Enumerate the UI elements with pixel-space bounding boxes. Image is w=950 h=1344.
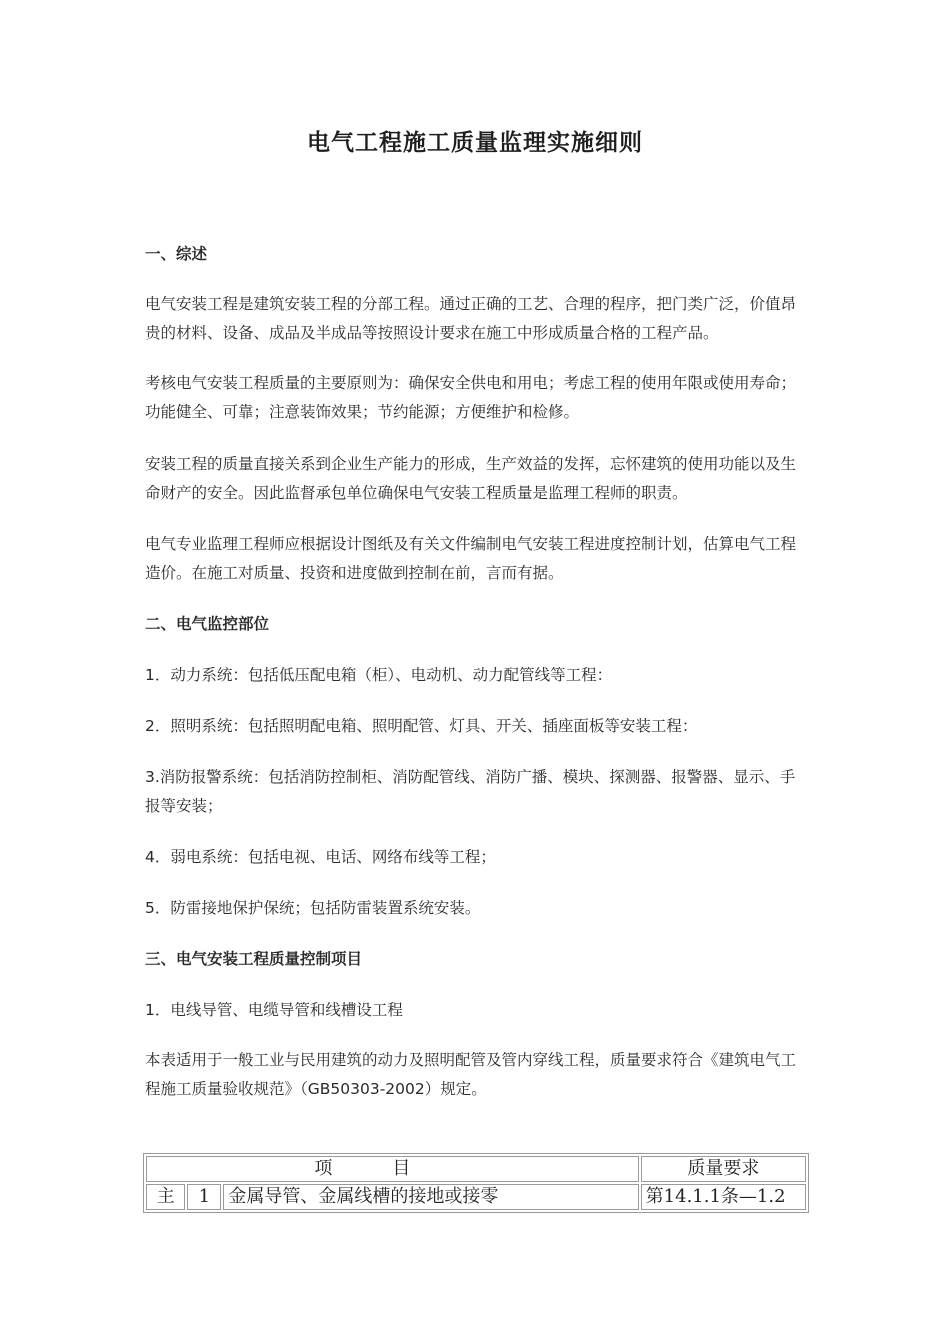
page-title: 电气工程施工质量监理实施细则 bbox=[307, 130, 643, 156]
paragraph: 电气专业监理工程师应根据设计图纸及有关文件编制电气安装工程进度控制计划，估算电气工程造价。在施工对质量、投资和进度做到控制在前，言而有据。 bbox=[145, 535, 797, 582]
paragraph: 安装工程的质量直接关系到企业生产能力的形成，生产效益的发挥，忘怀建筑的使用功能以及生命财产的安全。因此监督承包单位确保电气安装工程质量是监理工程师的职责。 bbox=[145, 455, 797, 502]
section-heading-quality-control: 三、电气安装工程质量控制项目 bbox=[145, 950, 363, 968]
header-cell-item bbox=[146, 1156, 639, 1182]
paragraph: 电气安装工程是建筑安装工程的分部工程。通过正确的工艺、合理的程序，把门类广泛，价值昂贵的材料、设备、成品及半成品等按照设计要求在施工中形成质量合格的工程产品。 bbox=[145, 295, 797, 342]
quality-table bbox=[143, 1153, 809, 1213]
table-row bbox=[146, 1184, 806, 1210]
header-item-label: 项目 bbox=[314, 1158, 471, 1179]
list-item: 1．动力系统：包括低压配电箱（柜）、电动机、动力配管线等工程： bbox=[145, 666, 613, 684]
requirement-cell: 第14.1.1条—1.2 bbox=[641, 1184, 806, 1210]
category-cell: 主 bbox=[146, 1184, 185, 1210]
list-item: 5．防雷接地保护保统；包括防雷装置系统安装。 bbox=[145, 899, 481, 917]
list-item: 1．电线导管、电缆导管和线槽设工程 bbox=[145, 1001, 403, 1019]
header-cell-requirement: 质量要求 bbox=[641, 1156, 806, 1182]
list-item: 2．照明系统：包括照明配电箱、照明配管、灯具、开关、插座面板等安装工程： bbox=[145, 717, 698, 735]
section-heading-overview: 一、综述 bbox=[145, 245, 208, 263]
section-heading-monitoring: 二、电气监控部位 bbox=[145, 615, 270, 633]
item-cell: 金属导管、金属线槽的接地或接零 bbox=[223, 1184, 638, 1210]
list-item: 4．弱电系统：包括电视、电话、网络布线等工程； bbox=[145, 848, 496, 866]
number-cell: 1 bbox=[187, 1184, 221, 1210]
paragraph: 考核电气安装工程质量的主要原则为：确保安全供电和用电；考虑工程的使用年限或使用寿命；功能健全、可靠；注意装饰效果；节约能源；方便维护和检修。 bbox=[145, 374, 797, 421]
paragraph: 本表适用于一般工业与民用建筑的动力及照明配管及管内穿线工程，质量要求符合《建筑电气工程施工质量验收规范》（GB50303-2002）规定。 bbox=[145, 1051, 797, 1098]
list-item: 3.消防报警系统：包括消防控制柜、消防配管线、消防广播、模块、探测器、报警器、显示、手报等安装； bbox=[145, 768, 796, 815]
table-header-row bbox=[146, 1156, 806, 1182]
